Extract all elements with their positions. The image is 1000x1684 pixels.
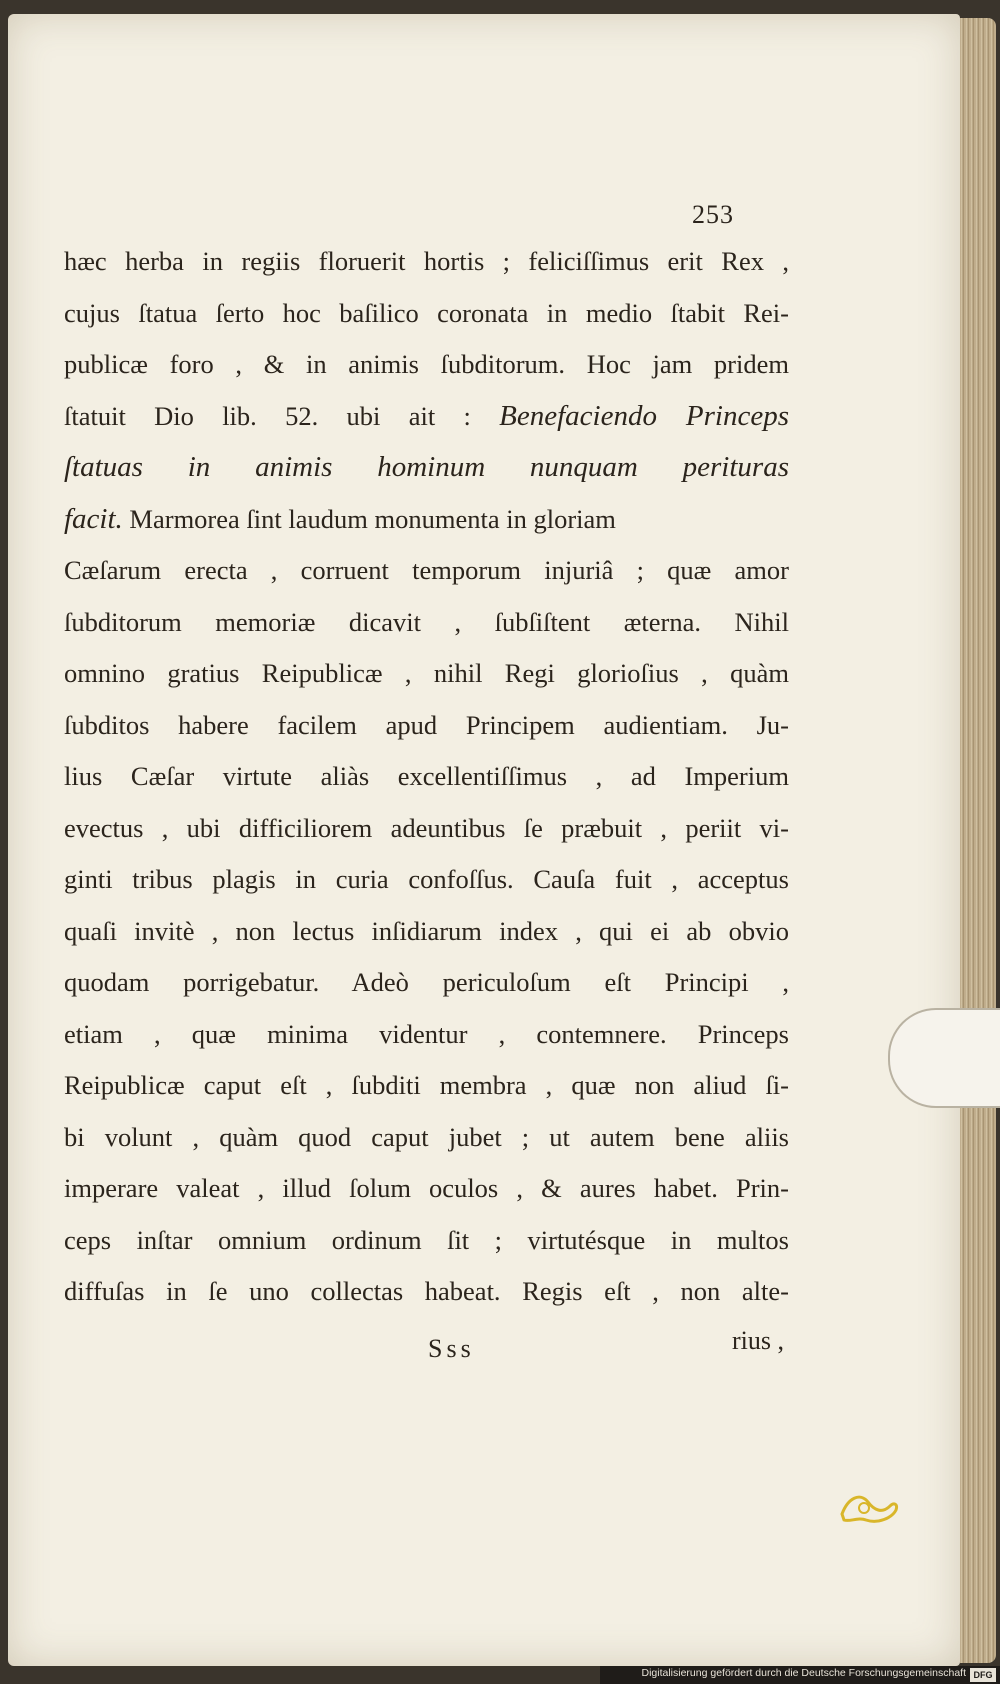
text-line xyxy=(64,391,789,443)
catchword: rius , xyxy=(732,1326,784,1355)
bookmark-tab xyxy=(888,1008,1000,1108)
text-segment: ginti tribus plagis in curia confoſſus. Cauſa fuit , acceptus xyxy=(64,864,789,894)
text-line xyxy=(64,906,789,958)
text-line xyxy=(64,1060,789,1112)
italic-text-segment: facit. xyxy=(64,502,123,535)
text-line xyxy=(64,1112,789,1164)
text-segment: Reipublicæ caput eſt , ſubditi membra , quæ non aliud ſi- xyxy=(64,1070,789,1100)
text-segment: Cæſarum erecta , corruent temporum injuriâ ; quæ amor xyxy=(64,555,789,585)
text-segment: lius Cæſar virtute aliàs excellentiſſimus , ad Imperium xyxy=(64,761,789,791)
text-line xyxy=(64,1163,789,1215)
library-stamp-mark xyxy=(838,1484,902,1528)
text-segment: etiam , quæ minima videntur , contemnere. Princeps xyxy=(64,1018,789,1049)
text-segment: cujus ſtatua ſerto hoc baſilico coronata in medio ſtabit Rei- xyxy=(64,297,789,328)
page-footer xyxy=(64,1326,784,1370)
text-line xyxy=(64,648,789,700)
text-line xyxy=(64,288,789,340)
page-edges xyxy=(960,18,996,1663)
dfg-logo: DFG xyxy=(970,1668,996,1682)
italic-text-segment: ſtatuas in animis hominum nunquam perituras xyxy=(64,451,789,483)
page-number: 253 xyxy=(692,200,734,229)
text-line xyxy=(64,597,789,649)
text-segment: ſubditos habere facilem apud Principem audientiam. Ju- xyxy=(64,709,789,740)
text-segment: omnino gratius Reipublicæ , nihil Regi glorioſius , quàm xyxy=(64,658,789,688)
text-line xyxy=(64,700,789,752)
text-segment: imperare valeat , illud ſolum oculos , & aures habet. Prin- xyxy=(64,1173,789,1203)
text-line xyxy=(64,442,789,494)
text-segment: evectus , ubi difficiliorem adeuntibus ſe præbuit , periit vi- xyxy=(64,812,789,843)
text-line xyxy=(64,957,789,1009)
text-segment: bi volunt , quàm quod caput jubet ; ut autem bene aliis xyxy=(64,1121,789,1152)
text-line xyxy=(64,751,789,803)
text-line xyxy=(64,1266,789,1318)
text-segment: ſtatuit Dio lib. 52. ubi ait : xyxy=(64,400,500,431)
text-line xyxy=(64,494,789,546)
signature-mark: Sss xyxy=(428,1334,475,1363)
text-line xyxy=(64,803,789,855)
text-line xyxy=(64,236,789,288)
italic-text-segment: Benefaciendo Princeps xyxy=(499,399,790,432)
text-line xyxy=(64,854,789,906)
text-line xyxy=(64,1215,789,1267)
text-line xyxy=(64,1009,789,1061)
credit-bar xyxy=(600,1666,1000,1684)
text-segment: hæc herba in regiis floruerit hortis ; feliciſſimus erit Rex , xyxy=(64,246,789,276)
text-segment: quaſi invitè , non lectus inſidiarum index , qui ei ab obvio xyxy=(64,915,789,946)
text-segment: ſubditorum memoriæ dicavit , ſubſiſtent æterna. Nihil xyxy=(64,606,789,637)
credit-text: Digitalisierung gefördert durch die Deutsche Forschungsgemeinschaft xyxy=(641,1667,966,1679)
text-segment: diffuſas in ſe uno collectas habeat. Regis eſt , non alte- xyxy=(64,1276,789,1306)
text-line xyxy=(64,545,789,597)
text-segment: publicæ foro , & in animis ſubditorum. Hoc jam pridem xyxy=(64,349,789,379)
text-segment: Marmorea ſint laudum monumenta in gloriam xyxy=(122,503,616,534)
body-text xyxy=(64,236,789,1318)
text-segment: quodam porrigebatur. Adeò periculoſum eſt Principi , xyxy=(64,967,789,997)
text-line xyxy=(64,339,789,391)
text-segment: ceps inſtar omnium ordinum ſit ; virtutésque in multos xyxy=(64,1224,789,1255)
